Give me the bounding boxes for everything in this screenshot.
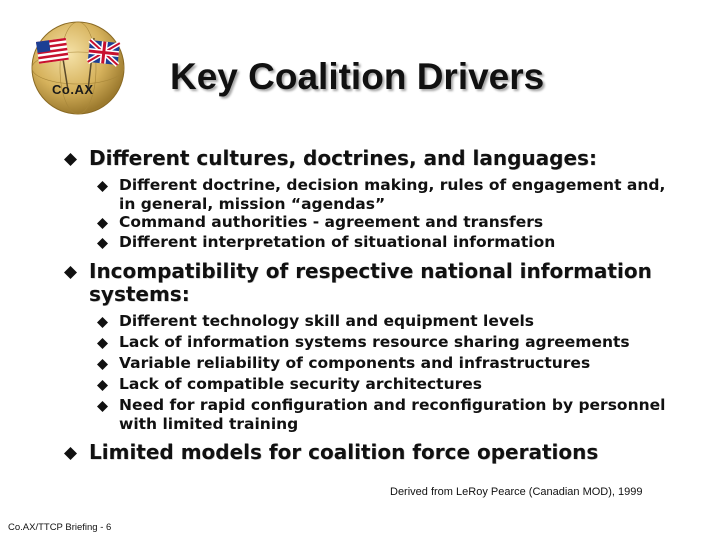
list-item: Lack of compatible security architectures: [119, 375, 483, 393]
list-item: Command authorities - agreement and transfers: [119, 213, 544, 231]
section-heading-incompatibility: Incompatibility of respective national information: [89, 259, 652, 283]
diamond-bullet-icon: [97, 401, 108, 412]
list-item: Different technology skill and equipment levels: [119, 312, 535, 330]
list-item: Different interpretation of situational information: [119, 233, 556, 251]
coax-logo: [22, 18, 134, 118]
diamond-bullet-icon: [64, 447, 77, 460]
diamond-bullet-icon: [97, 317, 108, 328]
section-heading-incompatibility-cont: systems:: [89, 282, 190, 306]
diamond-bullet-icon: [97, 338, 108, 349]
diamond-bullet-icon: [97, 238, 108, 249]
section-heading-cultures: Different cultures, doctrines, and languages:: [89, 146, 597, 170]
list-item: Lack of information systems resource sharing agreements: [119, 333, 630, 351]
diamond-bullet-icon: [97, 181, 108, 192]
diamond-bullet-icon: [97, 380, 108, 391]
slide-footer: Co.AX/TTCP Briefing - 6: [8, 522, 112, 533]
section-heading-models: Limited models for coalition force operations: [89, 440, 599, 464]
list-item: Variable reliability of components and infrastructures: [119, 354, 591, 372]
diamond-bullet-icon: [64, 266, 77, 279]
list-item-continuation: in general, mission “agendas”: [119, 195, 386, 213]
diamond-bullet-icon: [97, 218, 108, 229]
list-item: Need for rapid configuration and reconfiguration by personnel: [119, 396, 666, 414]
page-title: Key Coalition Drivers: [170, 56, 545, 97]
logo-text: Co.AX: [52, 82, 94, 97]
diamond-bullet-icon: [97, 359, 108, 370]
list-item-continuation: with limited training: [119, 415, 299, 433]
list-item: Different doctrine, decision making, rules of engagement and,: [119, 176, 666, 194]
source-footnote: Derived from LeRoy Pearce (Canadian MOD), 1999: [390, 486, 643, 498]
diamond-bullet-icon: [64, 153, 77, 166]
